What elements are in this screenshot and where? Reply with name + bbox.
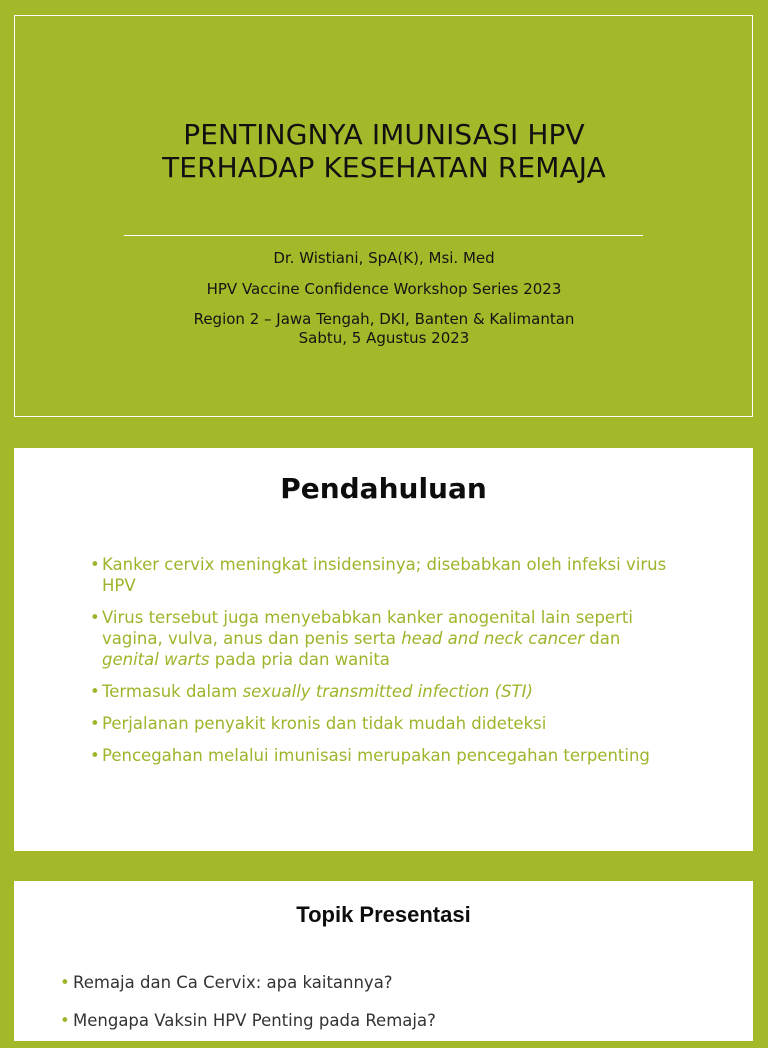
list-item-text: Perjalanan penyakit kronis dan tidak mudah dideteksi (102, 714, 547, 733)
bullet-marker: • (60, 973, 70, 992)
list-item-emphasis: sexually transmitted infection (STI) (242, 682, 533, 701)
title-slide (0, 0, 768, 432)
title-divider (124, 235, 643, 236)
title-slide-frame (14, 15, 753, 417)
list-item-emphasis: genital warts (102, 650, 210, 669)
bullet-marker: • (90, 682, 100, 701)
date-text: Sabtu, 5 Agustus 2023 (298, 329, 470, 347)
list-item (60, 1010, 700, 1031)
list-item (60, 972, 700, 993)
topics-heading: Topik Presentasi (296, 902, 471, 927)
intro-bullet-list (90, 554, 690, 777)
list-item-text: Mengapa Vaksin HPV Penting pada Remaja? (73, 1011, 436, 1030)
topics-bullet-list (60, 972, 700, 1048)
title-line-2: TERHADAP KESEHATAN REMAJA (162, 151, 606, 184)
event-name: HPV Vaccine Confidence Workshop Series 2023 (206, 280, 562, 298)
bullet-marker: • (90, 555, 100, 574)
intro-slide (14, 448, 753, 851)
list-item (90, 554, 690, 596)
intro-heading: Pendahuluan (280, 472, 487, 505)
title-line-1: PENTINGNYA IMUNISASI HPV (183, 118, 585, 151)
author-name: Dr. Wistiani, SpA(K), Msi. Med (273, 249, 495, 267)
list-item-emphasis: head and neck cancer (401, 629, 585, 648)
list-item (90, 713, 690, 734)
bullet-marker: • (90, 714, 100, 733)
topics-slide (14, 881, 753, 1041)
list-item-text: Termasuk dalam (102, 682, 243, 701)
list-item-text: Remaja dan Ca Cervix: apa kaitannya? (73, 973, 393, 992)
list-item-text: Virus tersebut juga menyebabkan kanker anogenital lain seperti vagina, vulva, anus dan penis serta (102, 608, 633, 648)
presentation-title (60, 118, 708, 184)
list-item-text: dan (584, 629, 621, 648)
list-item (90, 745, 690, 766)
list-item-text: Kanker cervix meningkat insidensinya; disebabkan oleh infeksi virus HPV (102, 555, 667, 595)
list-item (90, 607, 690, 670)
bullet-marker: • (90, 608, 100, 627)
bullet-marker: • (90, 746, 100, 765)
list-item (90, 681, 690, 702)
bullet-marker: • (60, 1011, 70, 1030)
list-item-text: Pencegahan melalui imunisasi merupakan pencegahan terpenting (102, 746, 650, 765)
region-text: Region 2 – Jawa Tengah, DKI, Banten & Kalimantan (193, 310, 575, 328)
list-item-text: pada pria dan wanita (209, 650, 390, 669)
